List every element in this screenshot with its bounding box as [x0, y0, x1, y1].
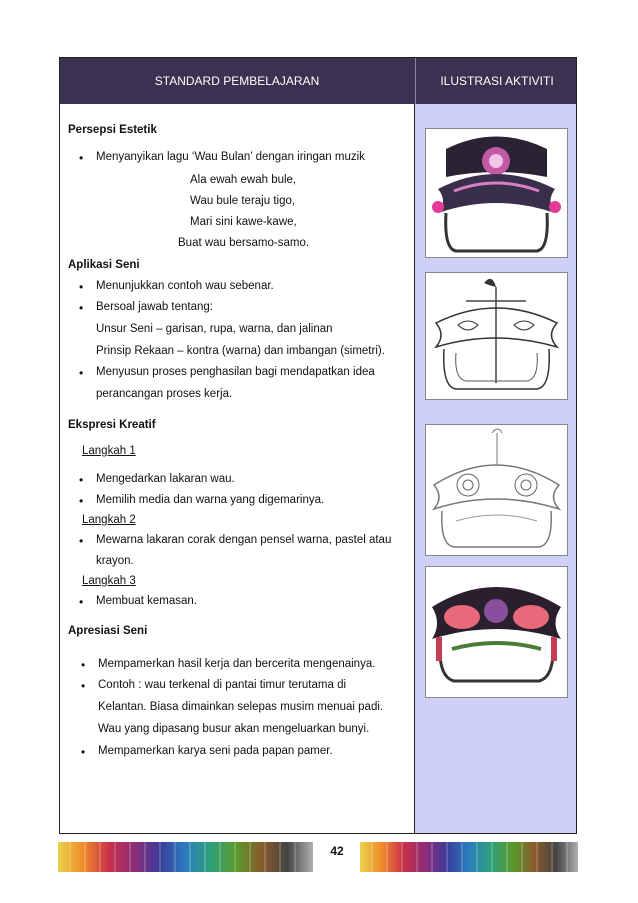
- wau-ornate-sketch: [425, 424, 568, 556]
- standard-column: [60, 104, 414, 833]
- illustration-column: [414, 104, 576, 833]
- list-item: • Mewarna lakaran corak dengan pensel warna, pastel atau: [96, 534, 391, 546]
- list-subline: perancangan proses kerja.: [96, 388, 233, 400]
- lyric-line: Mari sini kawe-kawe,: [190, 216, 297, 228]
- list-subline: Kelantan. Biasa dimainkan selepas musim menuai padi.: [98, 701, 384, 713]
- step-label: Langkah 3: [82, 575, 136, 587]
- section-title-apresiasi: Apresiasi Seni: [68, 625, 148, 637]
- list-item: • Contoh : wau terkenal di pantai timur terutama di: [98, 679, 346, 691]
- lyric-line: Buat wau bersamo-samo.: [178, 237, 310, 249]
- step-label: Langkah 1: [82, 445, 136, 457]
- wau-colored-ornate-image: [425, 566, 568, 698]
- list-subline: Unsur Seni – garisan, rupa, warna, dan jalinan: [96, 323, 333, 335]
- list-subline: krayon.: [96, 555, 134, 567]
- list-item: • Bersoal jawab tentang:: [96, 301, 213, 313]
- header-ilustrasi-aktiviti: ILUSTRASI AKTIVITI: [415, 58, 578, 104]
- list-item: • Menyanyikan lagu ‘Wau Bulan’ dengan iringan muzik: [96, 151, 365, 163]
- list-subline: Prinsip Rekaan – kontra (warna) dan imbangan (simetri).: [96, 345, 385, 357]
- step-label: Langkah 2: [82, 514, 136, 526]
- wau-colored-image: [425, 128, 568, 258]
- section-title-ekspresi: Ekspresi Kreatif: [68, 419, 156, 431]
- lyric-line: Ala ewah ewah bule,: [190, 174, 297, 186]
- list-subline: Wau yang dipasang busur akan mengeluarkan bunyi.: [98, 723, 370, 735]
- page-number: 42: [330, 844, 344, 858]
- list-item: • Mempamerkan hasil kerja dan bercerita mengenainya.: [98, 658, 375, 670]
- list-item: • Menunjukkan contoh wau sebenar.: [96, 280, 274, 292]
- list-item: • Menyusun proses penghasilan bagi mendapatkan idea: [96, 366, 375, 378]
- lyric-line: Wau bule teraju tigo,: [190, 195, 296, 207]
- wau-outline-sketch: [425, 272, 568, 400]
- list-item: • Mengedarkan lakaran wau.: [96, 473, 235, 485]
- section-title-persepsi: Persepsi Estetik: [68, 124, 157, 136]
- section-title-aplikasi: Aplikasi Seni: [68, 259, 140, 271]
- list-item: • Mempamerkan karya seni pada papan pamer.: [98, 745, 333, 757]
- list-item: • Membuat kemasan.: [96, 595, 197, 607]
- header-standard-pembelajaran: STANDARD PEMBELAJARAN: [154, 74, 320, 88]
- content-table: [59, 57, 577, 834]
- table-header: [60, 58, 576, 104]
- list-item: • Memilih media dan warna yang digemarinya.: [96, 494, 324, 506]
